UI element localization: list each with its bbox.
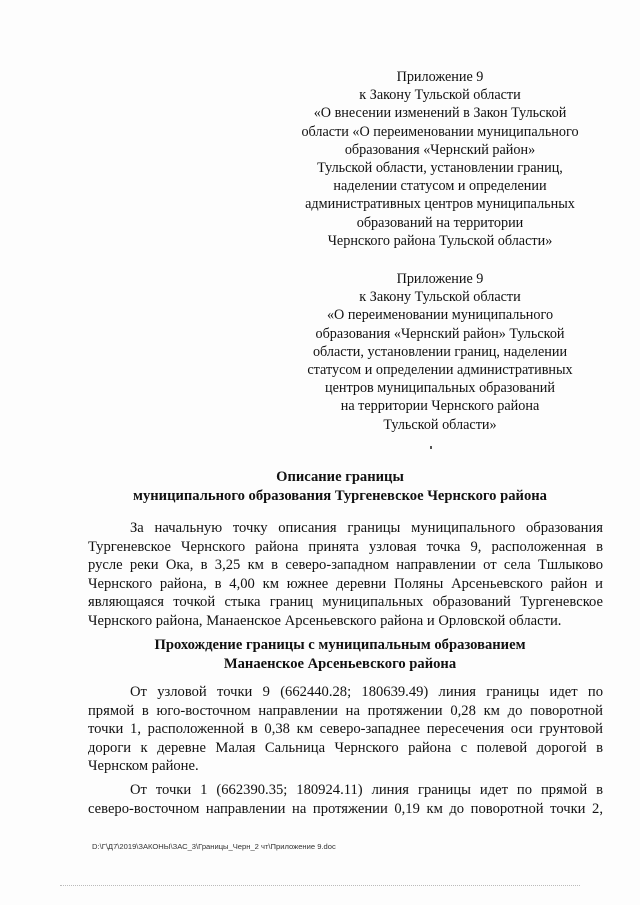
appendix-header-current	[290, 68, 590, 250]
paragraph-line: русле реки Ока, в 3,25 км в северо-западном направлении от села Тшлыково	[88, 557, 603, 574]
title-line: Описание границы	[276, 469, 404, 485]
file-path-footer: D:\Г\Д7\2019\ЗАКОНЫ\ЗАС_3\Границы_Черн_2 чт\Приложение 9.doc	[92, 842, 336, 851]
title-line: Прохождение границы с муниципальным образованием	[154, 637, 526, 653]
header-line: к Закону Тульской области	[359, 87, 521, 104]
header-line: к Закону Тульской области	[359, 289, 521, 306]
point-1-paragraph	[88, 781, 603, 818]
paragraph-line: За начальную точку описания границы муниципального образования	[130, 520, 603, 536]
header-line: административных центров муниципальных	[305, 196, 575, 213]
header-line: Чернского района Тульской области»	[327, 232, 553, 249]
section-title	[60, 636, 620, 673]
appendix-header-original	[290, 270, 590, 434]
paragraph-line: Тургеневское Чернского района принята узловая точка 9, расположенная в	[88, 538, 603, 555]
paragraph-line: являющаяся точкой стыка границ муниципальных образований Тургеневское	[88, 594, 603, 611]
paragraph-line: От узловой точки 9 (662440.28; 180639.49) линия границы идет по	[130, 684, 603, 700]
paragraph-line: От точки 1 (662390.35; 180924.11) линия границы идет по прямой в	[130, 782, 603, 798]
header-line: наделении статусом и определении	[333, 178, 547, 195]
paragraph-line: Чернском районе.	[88, 758, 199, 775]
title-line: муниципального образования Тургеневское Чернского района	[133, 487, 547, 504]
header-line: Тульской области»	[383, 416, 497, 433]
intro-paragraph	[88, 519, 603, 631]
paragraph-line: северо-восточном направлении на протяжении 0,19 км до поворотной точки 2,	[88, 800, 603, 817]
title-line: Манаенское Арсеньевского района	[223, 655, 457, 672]
header-line: центров муниципальных образований	[325, 380, 555, 397]
paragraph-line: дороги к деревне Малая Сальница Чернского района с полевой дорогой в	[88, 739, 603, 756]
paragraph-line: точки 1, расположенной в 0,38 км северо-западнее пересечения оси грунтовой	[88, 721, 603, 738]
paragraph-line: прямой в юго-восточном направлении на протяжении 0,28 км до поворотной	[88, 702, 603, 719]
header-line: Приложение 9	[396, 69, 484, 85]
header-line: «О внесении изменений в Закон Тульской	[313, 105, 567, 122]
point-9-paragraph	[88, 683, 603, 776]
paragraph-line: Чернского района, в 4,00 км южнее деревни Поляны Арсеньевского район и	[88, 575, 603, 592]
header-line: области «О переименовании муниципального	[301, 123, 579, 140]
scan-speck	[430, 446, 432, 449]
header-line: образования «Чернский район»	[344, 141, 536, 158]
header-line: образований на территории	[356, 214, 524, 231]
header-line: образования «Чернский район» Тульской	[315, 325, 565, 342]
header-line: статусом и определении административных	[307, 362, 573, 379]
header-line: Тульской области, установлении границ,	[317, 160, 563, 177]
header-line: Приложение 9	[396, 271, 484, 287]
paragraph-line: Чернского района, Манаенское Арсеньевского района и Орловской области.	[88, 612, 562, 629]
document-title	[60, 468, 620, 505]
header-line: на территории Чернского района	[340, 398, 540, 415]
header-line: области, установлении границ, наделении	[312, 343, 568, 360]
header-line: «О переименовании муниципального	[326, 307, 554, 324]
scan-artifact-line	[60, 885, 580, 887]
